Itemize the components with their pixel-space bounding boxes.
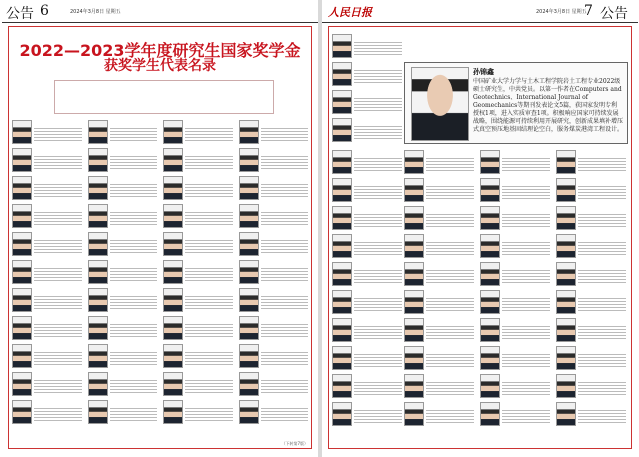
awardee-text-lines (110, 182, 158, 197)
awardee-photo (239, 204, 259, 228)
awardee-text-lines (185, 266, 233, 281)
awardee-photo (12, 204, 32, 228)
awardee-text-lines (426, 240, 474, 255)
awardee-card (163, 120, 233, 144)
awardee-card (239, 232, 309, 256)
awardee-text-lines (110, 322, 158, 337)
awardee-text-lines (34, 238, 82, 253)
awardee-photo (163, 232, 183, 256)
awardee-photo (88, 120, 108, 144)
awardee-text-lines (34, 378, 82, 393)
awardee-card (239, 316, 309, 340)
awardee-photo (556, 206, 576, 230)
featured-awardee-box (404, 62, 628, 144)
awardee-photo (332, 62, 352, 86)
awardee-card (12, 120, 82, 144)
awardee-card (239, 288, 309, 312)
awardee-text-lines (502, 352, 550, 367)
awardee-photo (404, 150, 424, 174)
awardee-card (163, 316, 233, 340)
awardee-text-lines (354, 184, 402, 199)
awardee-photo (12, 372, 32, 396)
awardee-photo (163, 400, 183, 424)
awardee-photo (404, 206, 424, 230)
awardee-photo (88, 288, 108, 312)
awardee-text-lines (34, 266, 82, 281)
awardee-card (480, 150, 550, 174)
left-page (2, 0, 318, 457)
date-line: 2024年3月8日 星期五 (70, 9, 121, 15)
awardee-photo (332, 346, 352, 370)
awardee-card (404, 318, 474, 342)
awardee-card (332, 290, 402, 314)
awardee-text-lines (354, 124, 402, 139)
awardee-photo (239, 148, 259, 172)
awardee-text-lines (185, 182, 233, 197)
awardee-card (239, 400, 309, 424)
awardee-text-lines (110, 126, 158, 141)
awardee-text-lines (185, 238, 233, 253)
awardee-text-lines (502, 184, 550, 199)
awardee-text-lines (261, 182, 309, 197)
awardee-photo (88, 316, 108, 340)
awardee-card (404, 206, 474, 230)
awardee-card (88, 316, 158, 340)
awardee-photo (480, 150, 500, 174)
awardee-text-lines (426, 408, 474, 423)
awardee-card (404, 402, 474, 426)
awardee-card (239, 204, 309, 228)
awardee-photo (556, 318, 576, 342)
awardee-text-lines (261, 210, 309, 225)
awardee-card (332, 206, 402, 230)
awardee-text-lines (185, 154, 233, 169)
awardee-column (332, 34, 402, 142)
awardee-text-lines (261, 154, 309, 169)
awardee-card (332, 346, 402, 370)
awardee-card (163, 176, 233, 200)
awardee-photo (332, 318, 352, 342)
awardee-text-lines (261, 406, 309, 421)
awardee-card (556, 178, 626, 202)
awardee-card (163, 400, 233, 424)
awardee-text-lines (578, 324, 626, 339)
awardee-text-lines (110, 378, 158, 393)
awardee-text-lines (185, 294, 233, 309)
awardee-photo (88, 372, 108, 396)
awardee-photo (239, 400, 259, 424)
awardee-card (88, 372, 158, 396)
awardee-text-lines (110, 210, 158, 225)
awardee-card (163, 344, 233, 368)
awardee-card (480, 290, 550, 314)
awardee-text-lines (354, 268, 402, 283)
awardee-photo (480, 290, 500, 314)
awardee-text-lines (354, 212, 402, 227)
awardee-text-lines (110, 266, 158, 281)
awardee-card (88, 232, 158, 256)
section-label: 公告 (600, 6, 628, 22)
awardee-photo (12, 344, 32, 368)
awardee-photo (556, 150, 576, 174)
awardee-card (556, 150, 626, 174)
awardee-card (480, 178, 550, 202)
awardee-card (404, 178, 474, 202)
awardee-card (556, 346, 626, 370)
awardee-photo (480, 346, 500, 370)
awardee-card (163, 232, 233, 256)
awardee-photo (404, 234, 424, 258)
awardee-card (239, 120, 309, 144)
awardee-card (404, 150, 474, 174)
awardee-card (239, 372, 309, 396)
awardee-text-lines (426, 380, 474, 395)
featured-name: 孙锦鑫 (473, 68, 494, 76)
awardee-card (480, 318, 550, 342)
awardee-photo (88, 176, 108, 200)
awardee-card (556, 290, 626, 314)
awardee-text-lines (426, 268, 474, 283)
awardee-card (556, 234, 626, 258)
awardee-text-lines (185, 210, 233, 225)
awardee-photo (88, 232, 108, 256)
continued-note: （下转第7版） (281, 441, 308, 446)
awardee-photo (12, 288, 32, 312)
awardee-photo (88, 344, 108, 368)
awardee-card (163, 260, 233, 284)
awardee-card (163, 148, 233, 172)
awardee-text-lines (502, 268, 550, 283)
awardee-card (12, 372, 82, 396)
section-label: 公告 (6, 6, 34, 22)
awardee-photo (239, 344, 259, 368)
awardee-photo (239, 260, 259, 284)
awardee-card (404, 290, 474, 314)
awardee-text-lines (185, 322, 233, 337)
awardee-card (88, 120, 158, 144)
awardee-photo (556, 402, 576, 426)
awardee-card (480, 346, 550, 370)
awardee-photo (163, 148, 183, 172)
awardee-grid (404, 150, 626, 426)
awardee-photo (163, 204, 183, 228)
awardee-text-lines (261, 238, 309, 253)
awardee-text-lines (354, 408, 402, 423)
awardee-photo (332, 118, 352, 142)
awardee-text-lines (354, 352, 402, 367)
awardee-card (88, 148, 158, 172)
awardee-photo (239, 288, 259, 312)
awardee-text-lines (110, 406, 158, 421)
intro-text-block (54, 80, 274, 114)
awardee-card (12, 260, 82, 284)
awardee-text-lines (578, 156, 626, 171)
awardee-text-lines (261, 350, 309, 365)
awardee-card (88, 260, 158, 284)
awardee-card (332, 234, 402, 258)
awardee-text-lines (426, 324, 474, 339)
featured-bio: 中国矿业大学力学与土木工程学院岩土工程专业2022级硕士研究生，中共党员。以第一作者在Computers and Geotechnics、International Journal of Geomechanics等期刊发表论文5篇，获国家发明专利授权1项，进入实质审查1项。积极响应国家可持续发展战略，围绕能源可持续利用开展研究，创新成果填补增压式真空预压地基固结理论空白，服务煤炭港湾工程设计。 (473, 78, 624, 133)
awardee-photo (404, 262, 424, 286)
awardee-text-lines (34, 126, 82, 141)
awardee-text-lines (426, 184, 474, 199)
awardee-text-lines (261, 126, 309, 141)
awardee-card (332, 34, 402, 58)
awardee-card (239, 344, 309, 368)
awardee-text-lines (578, 184, 626, 199)
awardee-photo (332, 90, 352, 114)
awardee-photo (332, 374, 352, 398)
awardee-text-lines (354, 380, 402, 395)
awardee-photo (12, 120, 32, 144)
awardee-card (239, 176, 309, 200)
awardee-text-lines (185, 406, 233, 421)
awardee-card (239, 260, 309, 284)
date-line: 2024年3月8日 星期五 (536, 9, 587, 15)
awardee-photo (88, 260, 108, 284)
awardee-photo (556, 178, 576, 202)
awardee-card (332, 374, 402, 398)
awardee-card (480, 206, 550, 230)
awardee-text-lines (354, 156, 402, 171)
awardee-card (163, 204, 233, 228)
awardee-card (88, 176, 158, 200)
awardee-text-lines (502, 408, 550, 423)
awardee-card (12, 148, 82, 172)
awardee-photo (239, 232, 259, 256)
awardee-photo (332, 178, 352, 202)
awardee-photo (163, 120, 183, 144)
awardee-card (88, 288, 158, 312)
awardee-text-lines (261, 266, 309, 281)
awardee-card (12, 344, 82, 368)
awardee-text-lines (354, 240, 402, 255)
awardee-text-lines (578, 268, 626, 283)
awardee-text-lines (426, 212, 474, 227)
awardee-photo (88, 148, 108, 172)
awardee-photo (480, 262, 500, 286)
awardee-text-lines (578, 352, 626, 367)
awardee-text-lines (426, 296, 474, 311)
awardee-photo (556, 290, 576, 314)
awardee-photo (332, 34, 352, 58)
awardee-card (332, 262, 402, 286)
awardee-text-lines (578, 408, 626, 423)
awardee-card (12, 232, 82, 256)
awardee-text-lines (34, 182, 82, 197)
awardee-card (404, 346, 474, 370)
awardee-text-lines (261, 294, 309, 309)
right-page (322, 0, 638, 457)
awardee-text-lines (34, 294, 82, 309)
awardee-photo (163, 288, 183, 312)
awardee-photo (480, 318, 500, 342)
awardee-text-lines (578, 296, 626, 311)
awardee-text-lines (34, 350, 82, 365)
awardee-card (332, 178, 402, 202)
awardee-photo (404, 374, 424, 398)
header-rule (322, 22, 638, 23)
awardee-card (88, 204, 158, 228)
awardee-photo (480, 374, 500, 398)
awardee-text-lines (185, 350, 233, 365)
page-number: 6 (40, 3, 49, 19)
awardee-photo (12, 176, 32, 200)
awardee-text-lines (34, 210, 82, 225)
awardee-card (332, 318, 402, 342)
awardee-photo (163, 260, 183, 284)
awardee-photo (556, 262, 576, 286)
awardee-photo (163, 176, 183, 200)
awardee-text-lines (502, 212, 550, 227)
awardee-card (556, 402, 626, 426)
awardee-photo (12, 148, 32, 172)
awardee-card (404, 262, 474, 286)
awardee-text-lines (502, 380, 550, 395)
awardee-card (332, 62, 402, 86)
awardee-text-lines (354, 68, 402, 83)
awardee-photo (332, 262, 352, 286)
awardee-card (12, 400, 82, 424)
awardee-grid (12, 120, 308, 424)
awardee-text-lines (185, 378, 233, 393)
awardee-photo (12, 400, 32, 424)
awardee-text-lines (34, 322, 82, 337)
awardee-photo (404, 290, 424, 314)
header-rule (2, 22, 318, 23)
awardee-text-lines (34, 406, 82, 421)
masthead-logo: 人民日报 (328, 6, 372, 19)
awardee-photo (12, 260, 32, 284)
awardee-photo (239, 372, 259, 396)
awardee-photo (163, 316, 183, 340)
featured-photo (411, 67, 469, 141)
awardee-photo (88, 400, 108, 424)
awardee-text-lines (261, 322, 309, 337)
awardee-card (404, 374, 474, 398)
awardee-card (556, 262, 626, 286)
awardee-card (556, 206, 626, 230)
awardee-photo (239, 120, 259, 144)
awardee-card (163, 372, 233, 396)
awardee-photo (163, 344, 183, 368)
awardee-card (332, 90, 402, 114)
awardee-photo (556, 374, 576, 398)
awardee-text-lines (426, 156, 474, 171)
awardee-card (480, 402, 550, 426)
awardee-photo (332, 290, 352, 314)
left-header (2, 0, 318, 26)
right-header (322, 0, 638, 26)
awardee-text-lines (110, 294, 158, 309)
awardee-text-lines (578, 240, 626, 255)
awardee-text-lines (110, 350, 158, 365)
awardee-text-lines (354, 96, 402, 111)
page-title: 2022—2023学年度研究生国家奖学金 (19, 41, 301, 60)
awardee-photo (404, 346, 424, 370)
awardee-card (12, 176, 82, 200)
awardee-text-lines (502, 324, 550, 339)
awardee-photo (332, 234, 352, 258)
awardee-photo (556, 234, 576, 258)
awardee-photo (480, 402, 500, 426)
awardee-card (332, 150, 402, 174)
page-number: 7 (584, 3, 593, 19)
awardee-card (239, 148, 309, 172)
awardee-text-lines (110, 154, 158, 169)
awardee-text-lines (354, 324, 402, 339)
awardee-card (332, 118, 402, 142)
awardee-photo (480, 206, 500, 230)
awardee-card (88, 344, 158, 368)
awardee-text-lines (354, 296, 402, 311)
awardee-text-lines (110, 238, 158, 253)
awardee-photo (239, 316, 259, 340)
awardee-photo (88, 204, 108, 228)
awardee-photo (12, 232, 32, 256)
awardee-card (12, 204, 82, 228)
awardee-photo (480, 178, 500, 202)
awardee-photo (332, 150, 352, 174)
awardee-photo (404, 178, 424, 202)
awardee-text-lines (578, 212, 626, 227)
awardee-column-lower (332, 150, 402, 426)
awardee-card (12, 288, 82, 312)
awardee-photo (239, 176, 259, 200)
awardee-card (480, 234, 550, 258)
awardee-text-lines (354, 40, 402, 55)
awardee-card (163, 288, 233, 312)
awardee-photo (404, 318, 424, 342)
awardee-text-lines (185, 126, 233, 141)
awardee-text-lines (34, 154, 82, 169)
awardee-text-lines (502, 296, 550, 311)
awardee-card (480, 262, 550, 286)
awardee-text-lines (426, 352, 474, 367)
awardee-text-lines (578, 380, 626, 395)
awardee-card (332, 402, 402, 426)
page-subtitle: 获奖学生代表名录 (104, 58, 216, 74)
awardee-photo (332, 402, 352, 426)
awardee-card (480, 374, 550, 398)
awardee-card (556, 318, 626, 342)
awardee-photo (163, 372, 183, 396)
awardee-card (12, 316, 82, 340)
awardee-card (556, 374, 626, 398)
awardee-photo (556, 346, 576, 370)
awardee-text-lines (502, 240, 550, 255)
awardee-card (88, 400, 158, 424)
awardee-photo (480, 234, 500, 258)
awardee-photo (332, 206, 352, 230)
awardee-photo (404, 402, 424, 426)
awardee-card (404, 234, 474, 258)
awardee-photo (12, 316, 32, 340)
awardee-text-lines (502, 156, 550, 171)
awardee-text-lines (261, 378, 309, 393)
